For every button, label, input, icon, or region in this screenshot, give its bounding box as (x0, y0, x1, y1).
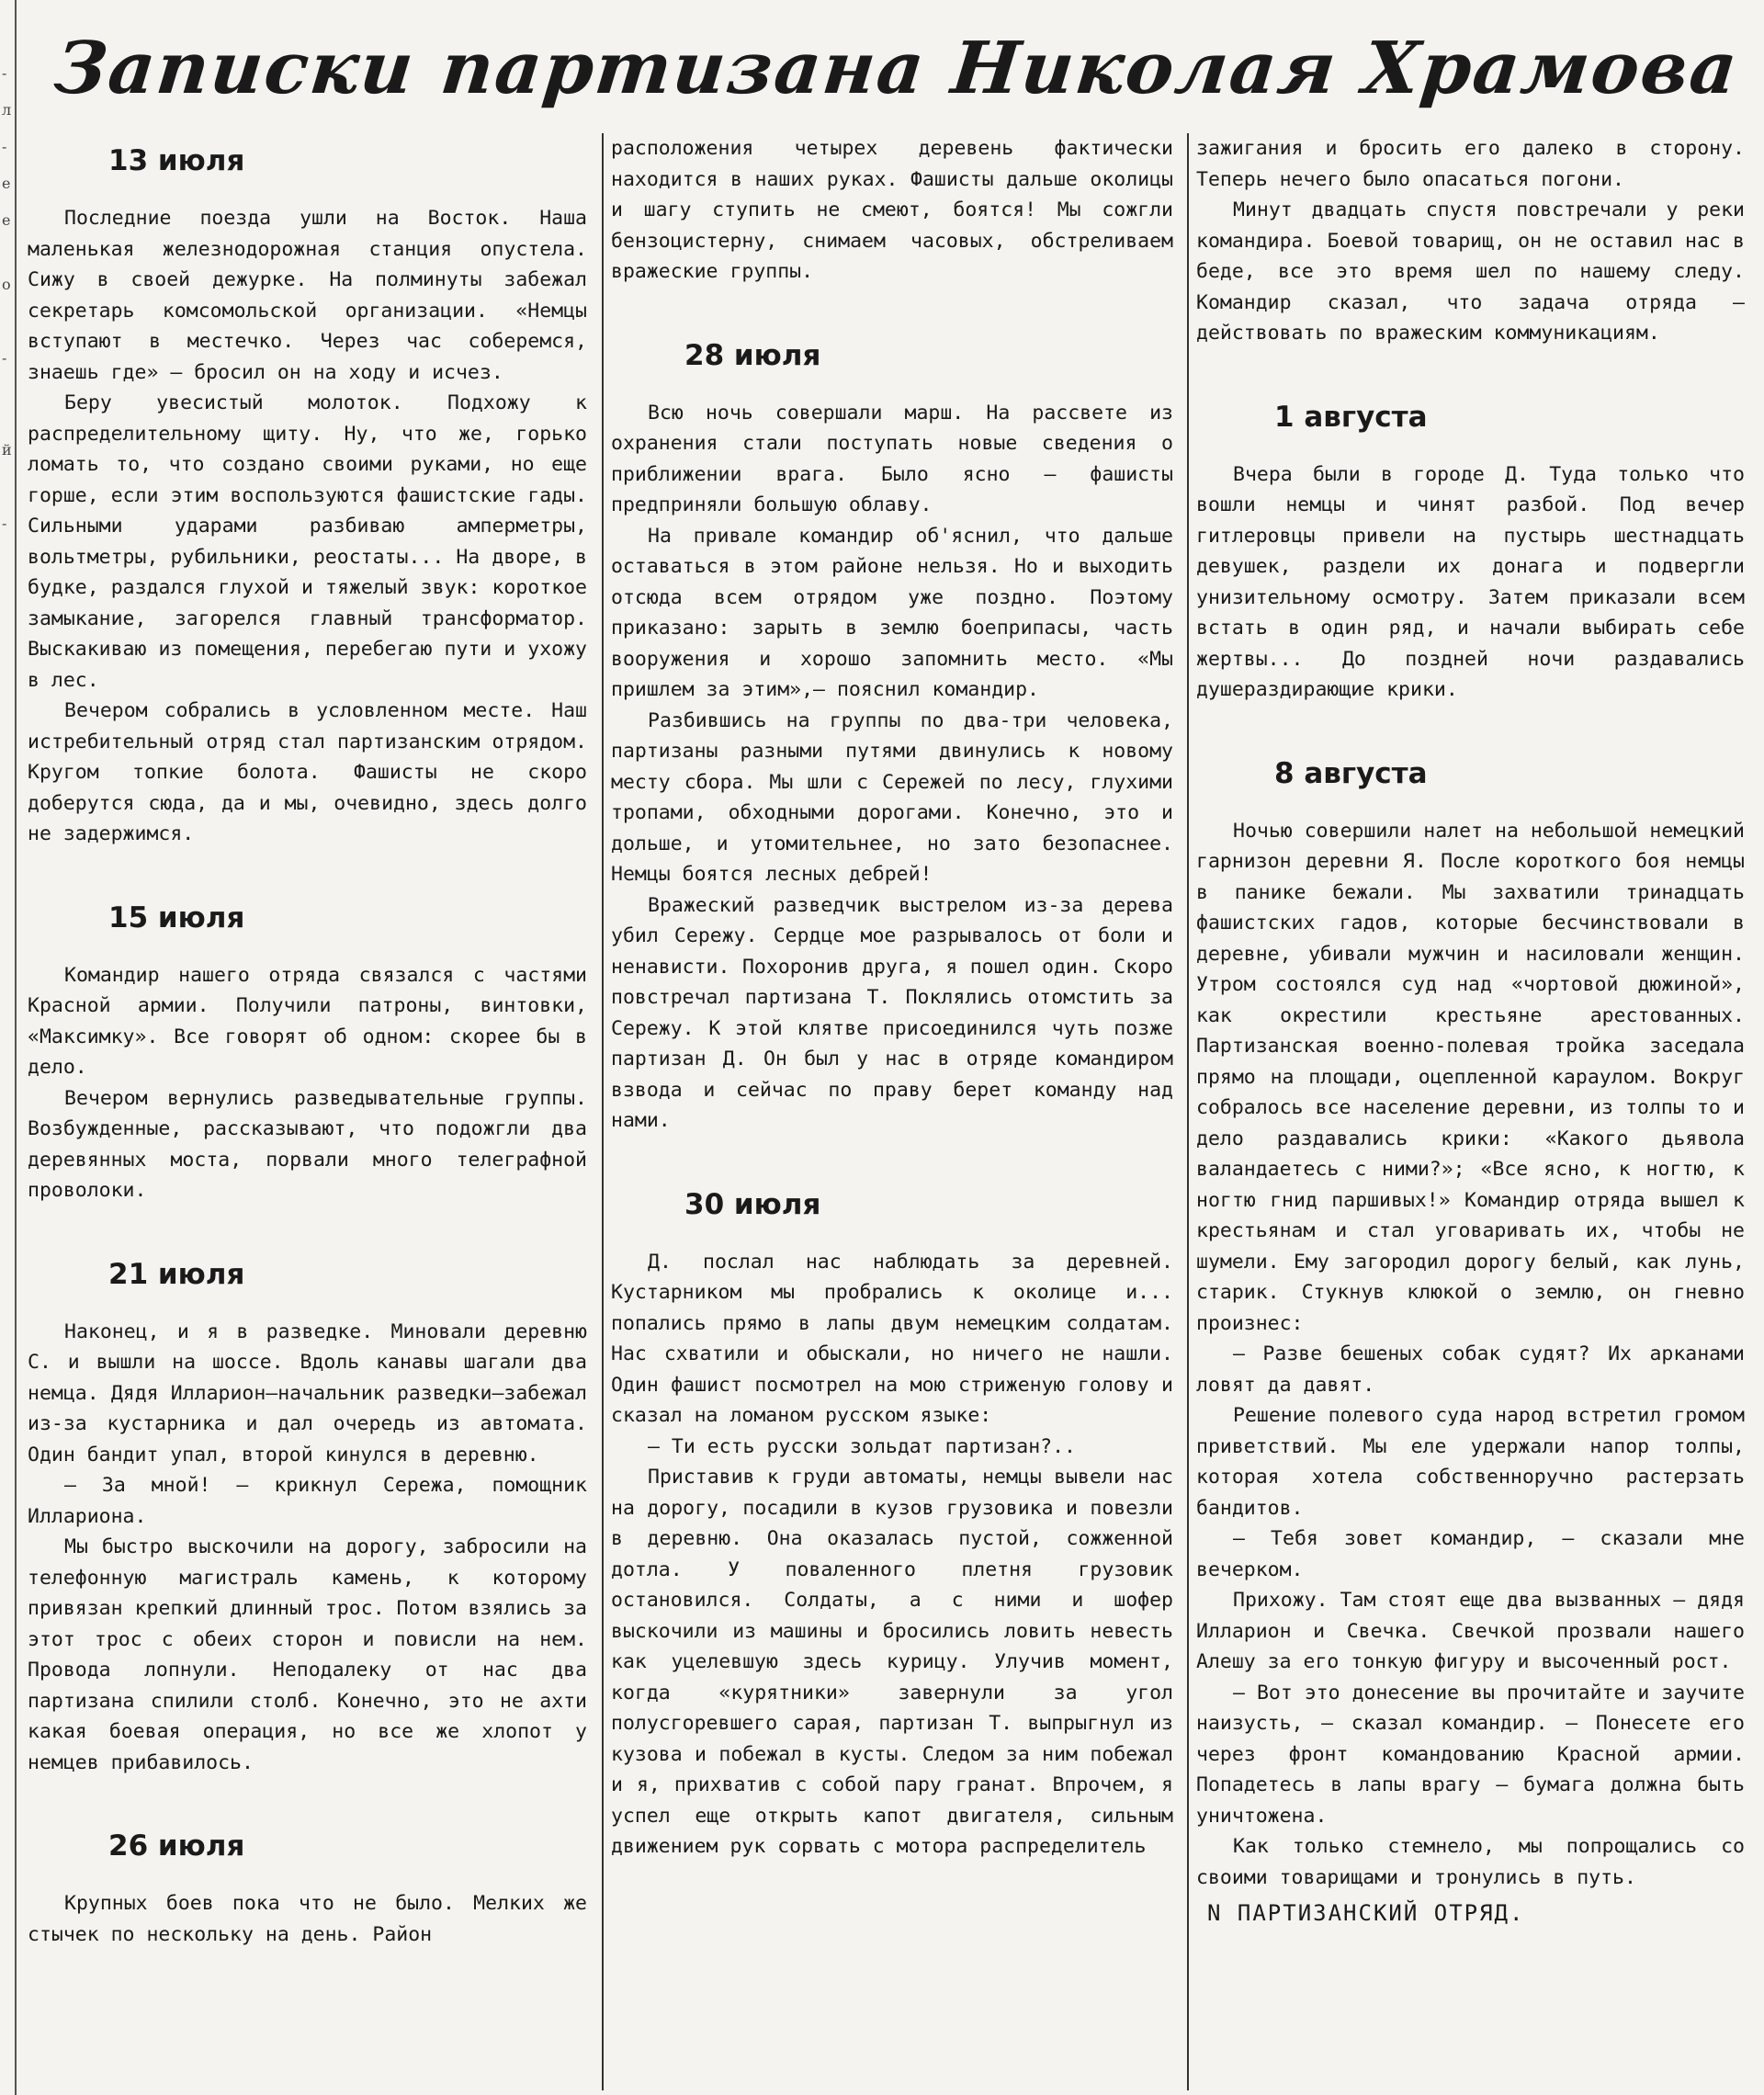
entry-date: 28 июля (684, 338, 821, 372)
paragraph: Вчера были в городе Д. Туда только что вошли немцы и чинят разбой. Под вечер гитлеровцы привели на пустырь шестнадцать девушек, раздели их донага и подвергли унизительному осмотру. Затем приказали всем встать в один ряд, и начали выбирать себе жертвы... До поздней ночи раздавались душераздирающие крики. (1196, 462, 1745, 701)
spacer (1196, 349, 1745, 390)
spacer (28, 1778, 587, 1818)
entry-date: 30 июля (684, 1187, 821, 1221)
paragraph-continued: зажигания и бросить его далеко в сторону. Теперь нечего было опасаться погони. (1196, 137, 1745, 191)
spacer (28, 850, 587, 890)
margin-letter: е (2, 211, 11, 229)
paragraph: Решение полевого суда народ встретил громом приветствий. Мы еле удержали напор толпы, которая хотела собственноручно растерзать бандитов. (1196, 1404, 1745, 1520)
entry-date: 13 июля (108, 144, 245, 177)
margin-letter: - (2, 515, 7, 532)
spacer (28, 1206, 587, 1247)
margin-letter: о (2, 276, 11, 293)
paragraph: Разбившись на группы по два-три человека, партизаны разными путями двинулись к новому месту сбора. Мы шли с Сережей по лесу, глухими тропами, обходными дорогами. Конечно, это и дольше, и утомительнее, но зато безопаснее. Немцы боятся лесных дебрей! (611, 708, 1173, 886)
signature: N ПАРТИЗАНСКИЙ ОТРЯД. (1207, 1900, 1525, 1926)
paragraph-continued: расположения четырех деревень фактически находится в наших руках. Фашисты дальше околицы и шагу ступить не смеют, боятся! Мы сожгли бензоцистерну, снимаем часовых, обстреливаем вражеские группы. (611, 137, 1173, 283)
column-1 (20, 133, 594, 2090)
margin-letter: - (2, 138, 7, 155)
entry-date: 1 августа (1274, 400, 1428, 434)
paragraph: — Ти есть русски зольдат партизан?.. (648, 1434, 1076, 1458)
margin-letter: л (2, 101, 12, 119)
column-3 (1187, 133, 1752, 2090)
entry-date: 8 августа (1274, 756, 1428, 790)
paragraph: Командир нашего отряда связался с частями Красной армии. Получили патроны, винтовки, «Максимку». Все говорят об одном: скорее бы в дело. (28, 963, 587, 1079)
paragraph: На привале командир об'яснил, что дальше оставаться в этом районе нельзя. Но и выходить отсюда всем отрядом уже поздно. Поэтому приказано: зарыть в землю боеприпасы, часть вооружения и хорошо запомнить место. «Мы пришлем за этим»,— пояснил командир. (611, 524, 1173, 701)
paragraph: — Тебя зовет командир, — сказали мне вечерком. (1196, 1527, 1745, 1581)
margin-letter: - (2, 349, 7, 367)
paragraph: Наконец, и я в разведке. Миновали деревню С. и вышли на шоссе. Вдоль канавы шагали два немца. Дядя Илларион—начальник разведки—забежал из-за кустарника и дал очередь из автомата. Один бандит упал, второй кинулся в деревню. (28, 1319, 587, 1466)
paragraph: Ночью совершили налет на небольшой немецкий гарнизон деревни Я. После короткого боя немцы в панике бежали. Мы захватили тринадцать фашистских гадов, которые бесчинствовали в деревне, убивали мужчин и насиловали женщин. Утром состоялся суд над «чортовой дюжиной», как окрестили крестьяне арестованных. Партизанская военно-полевая тройка заседала прямо на площади, оцепленной караулом. Вокруг собралось все население деревни, из толпы то и дело раздавались крики: «Какого дьявола валандаетесь с ними?»; «Все ясно, к ногтю, к ногтю гнид паршивых!» Командир отряда вышел к крестьянам и стал уговаривать их, чтобы не шумели. Ему загородил дорогу белый, как лунь, старик. Стукнув клюкой о землю, он гневно произнес: (1196, 819, 1745, 1335)
paragraph: Мы быстро выскочили на дорогу, забросили на телефонную магистраль камень, к которому привязан крепкий длинный трос. Потом взялись за этот трос с обеих сторон и повисли на нем. Провода лопнули. Неподалеку от нас два партизана спилили столб. Конечно, это не ахти какая боевая операция, но все же хлопот у немцев прибавилось. (28, 1535, 587, 1774)
entry-date: 26 июля (108, 1829, 245, 1863)
paragraph: — Вот это донесение вы прочитайте и заучите наизусть, — сказал командир. — Понесете его через фронт командованию Красной армии. Попадетесь в лапы врагу — бумага должна быть уничтожена. (1196, 1681, 1745, 1828)
paragraph: Как только стемнело, мы попрощались со своими товарищами и тронулись в путь. (1196, 1835, 1745, 1889)
paragraph: — Разве бешеных собак судят? Их арканами ловят да давят. (1196, 1342, 1745, 1397)
paragraph: Вражеский разведчик выстрелом из-за дерева убил Сережу. Сердце мое разрывалось от боли и ненависти. Похоронив друга, я пошел один. Скоро повстречал партизана Т. Поклялись отомстить за Сережу. К этой клятве присоединился чуть позже партизан Д. Он был у нас в отряде командиром взвода и сейчас по праву берет команду над нами. (611, 893, 1173, 1132)
spacer (611, 288, 1173, 328)
paragraph: Вечером вернулись разведывательные группы. Возбужденные, рассказывают, что подожгли два деревянных моста, порвали много телеграфной проволоки. (28, 1086, 587, 1202)
margin-letter: - (2, 64, 7, 82)
page-headline: Записки партизана Николая Храмова (51, 27, 1743, 110)
paragraph: Последние поезда ушли на Восток. Наша маленькая железнодорожная станция опустела. Сижу в своей дежурке. На полминуты забежал секретарь комсомольской организации. «Немцы вступают в местечко. Через час соберемся, знаешь где» — бросил он на ходу и исчез. (28, 207, 587, 384)
margin-letter: е (2, 175, 11, 192)
paragraph: Всю ночь совершали марш. На рассвете из охранения стали поступать новые сведения о приближении врага. Было ясно — фашисты предприняли большую облаву. (611, 401, 1173, 516)
paragraph: Беру увесистый молоток. Подхожу к распределительному щиту. Ну, что же, горько ломать то, что создано своими руками, но еще горше, если этим воспользуются фашистские гады. Сильными ударами разбиваю амперметры, вольтметры, рубильники, реостаты... На дворе, в будке, раздался глухой и тяжелый звук: короткое замыкание, загорелся главный трансформатор. Выскакиваю из помещения, перебегаю пути и ухожу в лес. (28, 391, 587, 692)
column-2 (602, 133, 1181, 2090)
spacer (611, 1137, 1173, 1177)
paragraph: Прихожу. Там стоят еще два вызванных — дядя Илларион и Свечка. Свечкой прозвали нашего Алешу за его тонкую фигуру и высоченный рост. (1196, 1589, 1745, 1673)
entry-date: 15 июля (108, 900, 245, 934)
margin-letter: й (2, 441, 12, 459)
paragraph: — За мной! — крикнул Сережа, помощник Иллариона. (28, 1474, 587, 1528)
paragraph: Крупных боев пока что не было. Мелких же стычек по нескольку на день. Район (28, 1892, 587, 1946)
paragraph: Вечером собрались в условленном месте. Наш истребительный отряд стал партизанским отрядом. Кругом топкие болота. Фашисты не скоро доберутся сюда, да и мы, очевидно, здесь долго не задержимся. (28, 699, 587, 845)
paragraph: Минут двадцать спустя повстречали у реки командира. Боевой товарищ, он не оставил нас в беде, все это время шел по нашему следу. Командир сказал, что задача отряда — действовать по вражеским коммуникациям. (1196, 198, 1745, 345)
left-margin-strip (0, 0, 17, 2095)
paragraph: Д. послал нас наблюдать за деревней. Кустарником мы пробрались к околице и... попались прямо в лапы двум немецким солдатам. Нас схватили и обыскали, но ничего не нашли. Один фашист посмотрел на мою стриженую голову и сказал на ломаном русском языке: (611, 1250, 1173, 1427)
paragraph: Приставив к груди автоматы, немцы вывели нас на дорогу, посадили в кузов грузовика и повезли в деревню. Она оказалась пустой, сожженной дотла. У поваленного плетня грузовик остановился. Солдаты, а с ними и шофер выскочили из машины и бросились ловить невесть как уцелевшую здесь курицу. Улучив момент, когда «курятники» завернули за угол полусгоревшего сарая, партизан Т. выпрыгнул из кузова и побежал в кусты. Следом за ним побежал и я, прихватив с собой пару гранат. Впрочем, я успел еще открыть капот двигателя, сильным движением рук сорвать с мотора распределитель (611, 1466, 1173, 1858)
entry-date: 21 июля (108, 1257, 245, 1291)
spacer (1196, 706, 1745, 746)
